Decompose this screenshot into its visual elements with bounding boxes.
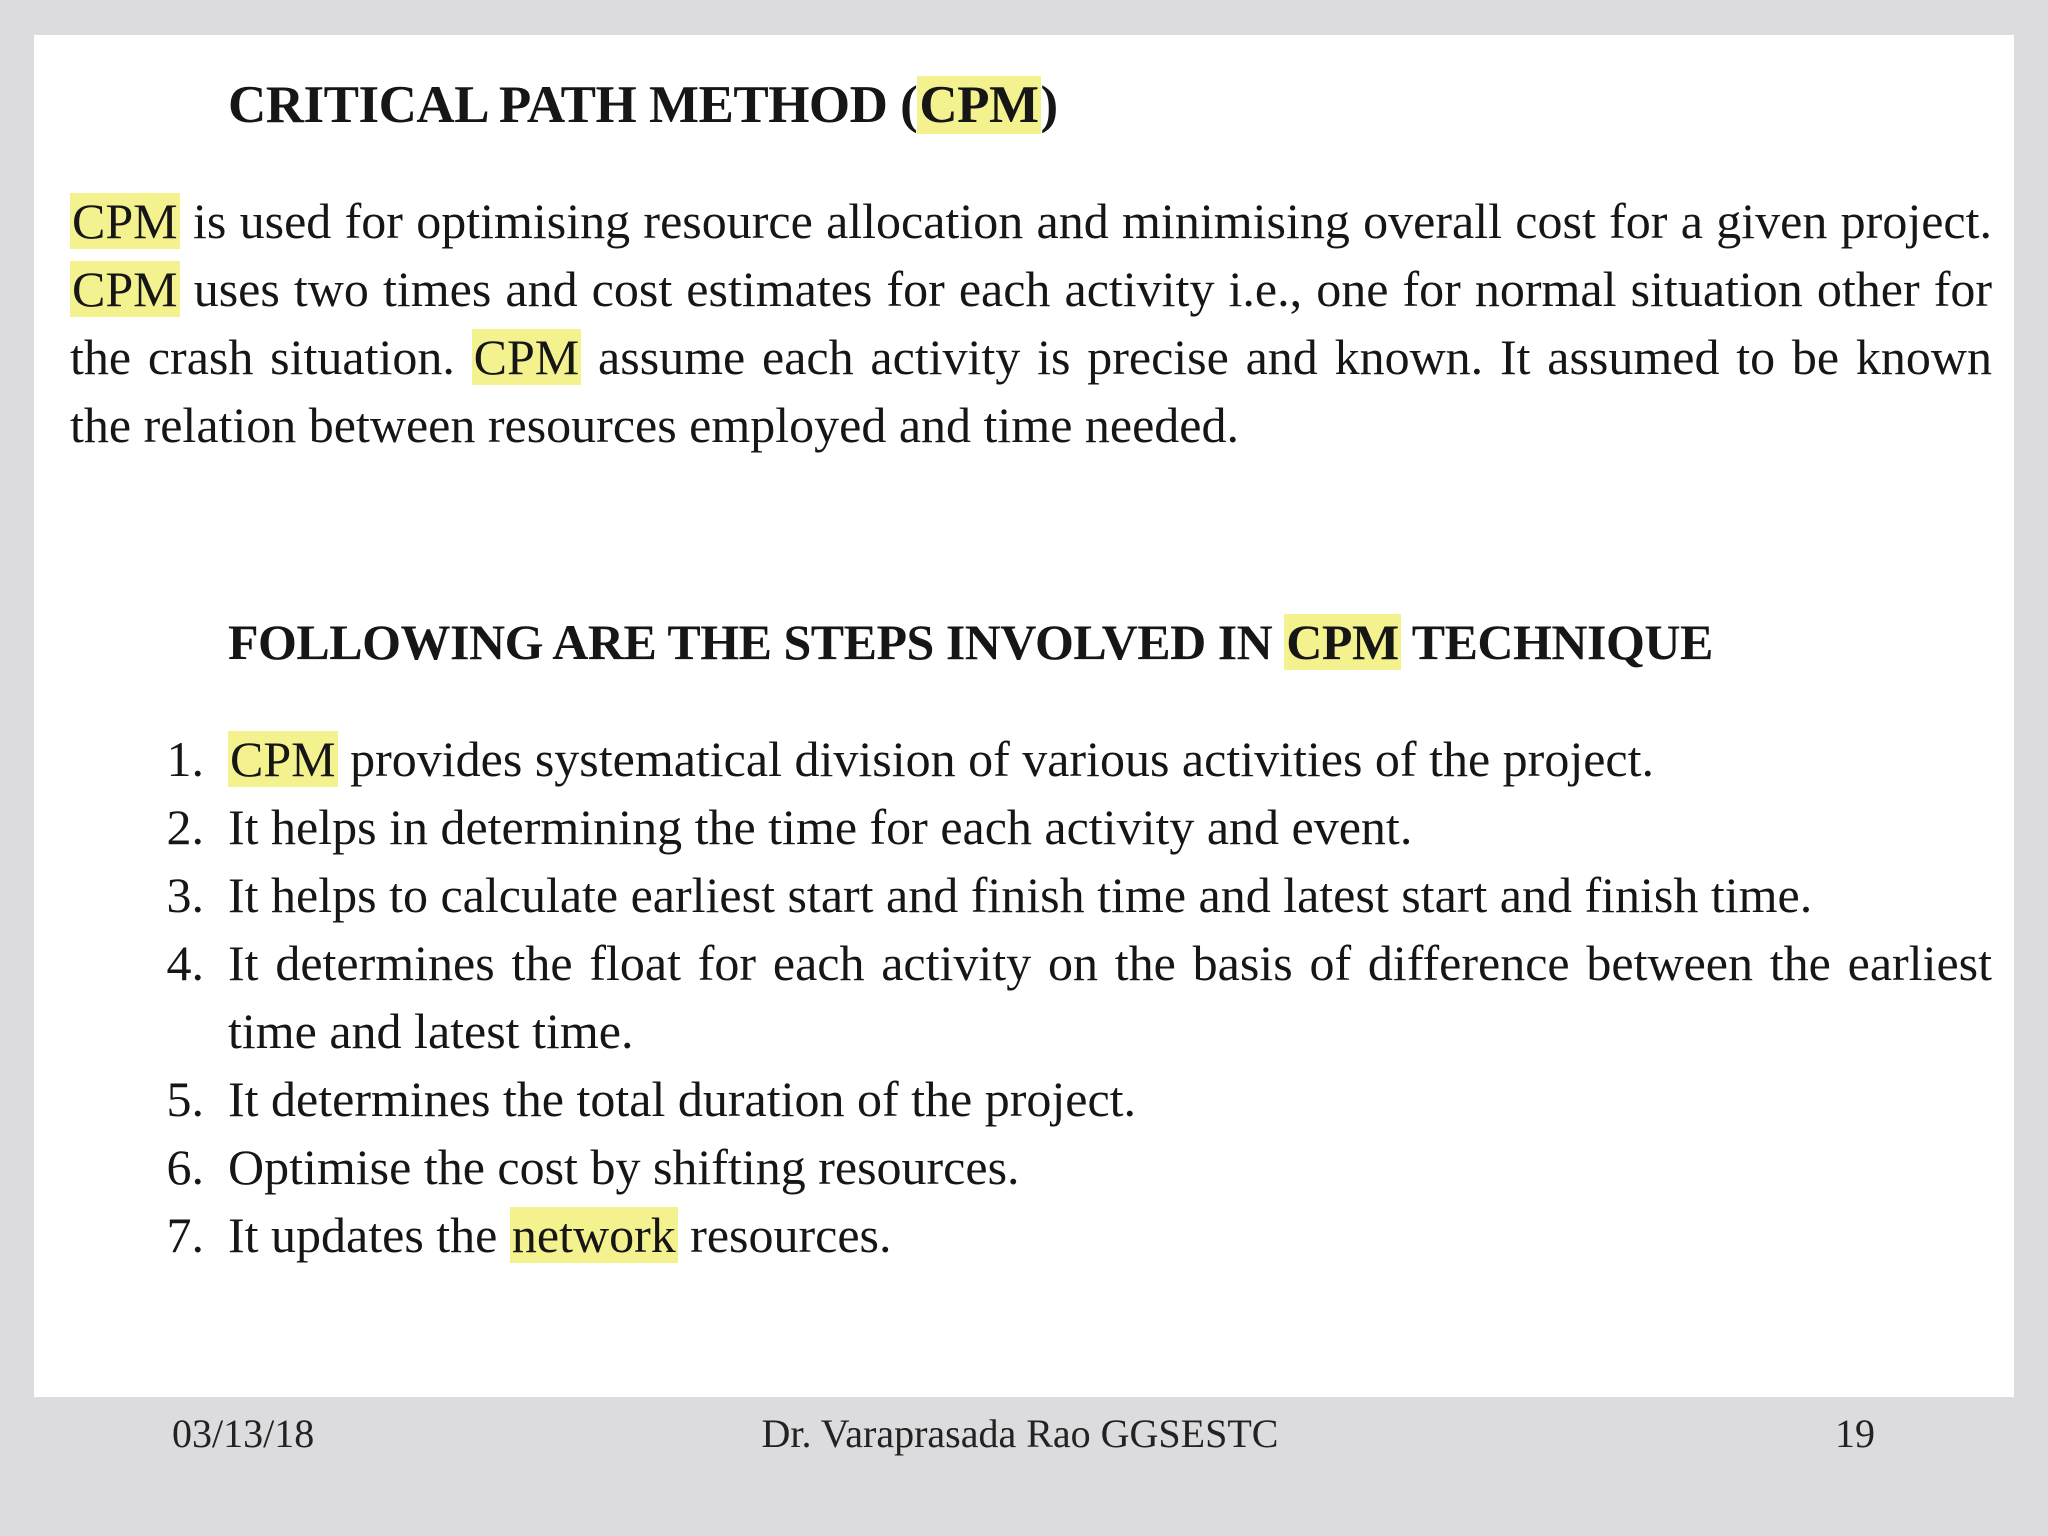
slide-title: CRITICAL PATH METHOD (CPM) <box>228 76 1058 134</box>
list-item <box>124 1133 1992 1201</box>
steps-heading: FOLLOWING ARE THE STEPS INVOLVED IN CPM TECHNIQUE <box>228 614 1713 670</box>
highlighted-term: CPM <box>1286 614 1399 670</box>
item-number: 5. <box>166 1071 204 1127</box>
item-text: CPM provides systematical division of various activities of the project. <box>230 731 1654 787</box>
slide-panel <box>34 35 2014 1397</box>
list-item <box>124 1201 1992 1269</box>
item-number: 1. <box>166 731 204 787</box>
item-text: It helps in determining the time for each activity and event. <box>228 799 1413 855</box>
highlighted-term: CPM <box>473 329 580 385</box>
list-item <box>124 861 1992 929</box>
list-item <box>124 725 1992 793</box>
item-text: It helps to calculate earliest start and finish time and latest start and finish time. <box>228 867 1813 923</box>
footer-author: Dr. Varaprasada Rao GGSESTC <box>761 1411 1279 1456</box>
footer-date: 03/13/18 <box>172 1411 315 1456</box>
list-item <box>124 793 1992 861</box>
item-text: It updates the network resources. <box>228 1207 892 1263</box>
item-text: It determines the float for each activity on the basis of difference between the earliest time and latest time. <box>228 935 1992 1059</box>
highlighted-term: CPM <box>919 76 1039 134</box>
item-number: 6. <box>166 1139 204 1195</box>
intro-paragraph: CPM is used for optimising resource allocation and minimising overall cost for a given project. CPM uses two times and cost estimates for each activity i.e., one for normal situation other for the crash situation. CPM assume each activity is precise and known. It assumed to be known the relation between resources employed and time needed. <box>70 193 1993 453</box>
list-item <box>124 929 1992 1065</box>
item-text: It determines the total duration of the project. <box>228 1071 1137 1127</box>
list-item <box>124 1065 1992 1133</box>
item-number: 2. <box>166 799 204 855</box>
item-number: 4. <box>166 935 204 991</box>
footer-page-number: 19 <box>1835 1411 1875 1456</box>
highlighted-term: CPM <box>72 261 178 317</box>
highlighted-term: CPM <box>72 193 178 249</box>
item-text: Optimise the cost by shifting resources. <box>228 1139 1020 1195</box>
item-number: 7. <box>166 1207 204 1263</box>
highlighted-term: CPM <box>230 731 336 787</box>
steps-list <box>124 725 1992 1269</box>
item-number: 3. <box>166 867 204 923</box>
highlighted-term: network <box>511 1207 676 1263</box>
